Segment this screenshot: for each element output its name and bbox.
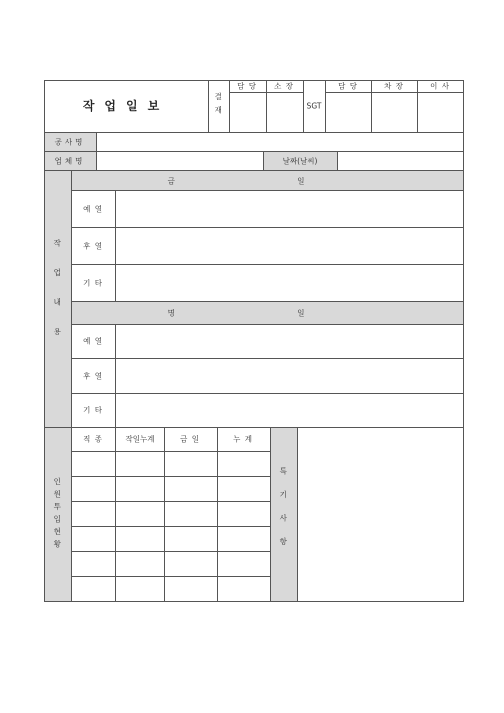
work-section-text: 작업내용 — [52, 239, 62, 357]
rule-tomorrow-2 — [71, 393, 463, 394]
border-left — [44, 80, 45, 602]
manpower-section-label — [53, 478, 61, 553]
sgt-col-2: 차 장 — [384, 81, 404, 91]
work-section-label — [53, 239, 61, 357]
rule-v-approval-1 — [229, 80, 230, 132]
rule-v-date-1 — [263, 151, 264, 170]
rule-company — [44, 170, 463, 171]
company-label: 업체명 — [54, 156, 86, 166]
remarks-label-text: 특기사항 — [278, 467, 288, 561]
rule-mp-1 — [71, 476, 270, 477]
mp-col-1: 직 종 — [83, 434, 103, 444]
rule-work-bottom — [44, 427, 463, 428]
tomorrow-row-1: 예 열 — [83, 336, 103, 346]
mp-col-3: 금 일 — [180, 434, 200, 444]
approval-col-2: 소 장 — [274, 81, 294, 91]
rule-mp-header — [71, 451, 270, 452]
today-row-1: 예 열 — [83, 204, 103, 214]
rule-mp-2 — [71, 501, 270, 502]
page-title: 작업일보 — [82, 99, 170, 113]
rule-v-approval — [208, 80, 209, 132]
rule-v-mp-4 — [270, 427, 271, 601]
rule-tomorrow-header — [71, 324, 463, 325]
manpower-section-text: 인원투입현황 — [52, 477, 62, 553]
rule-header-bottom — [44, 132, 463, 133]
rule-mp-4 — [71, 551, 270, 552]
rule-v-remarks — [297, 427, 298, 601]
rule-v-today-label — [115, 190, 116, 302]
tomorrow-row-2: 후 열 — [83, 371, 103, 381]
rule-today-3 — [71, 301, 463, 302]
mp-col-2: 작일누계 — [125, 434, 155, 444]
date-label: 날짜(날씨) — [282, 156, 318, 166]
today-row-3: 기 타 — [83, 278, 103, 288]
sgt-col-1: 담 당 — [338, 81, 358, 91]
rule-v-sgt-3 — [417, 80, 418, 132]
rule-mp-3 — [71, 526, 270, 527]
sgt-col-3: 이 사 — [430, 81, 450, 91]
rule-v-mp-2 — [164, 427, 165, 601]
rule-v-mp-3 — [217, 427, 218, 601]
rule-tomorrow-1 — [71, 358, 463, 359]
project-label: 공사명 — [54, 137, 86, 147]
rule-today-2 — [71, 264, 463, 265]
border-bottom — [44, 601, 463, 602]
rule-v-sgt-2 — [371, 80, 372, 132]
approval-label — [214, 93, 222, 120]
mp-col-4: 누 계 — [233, 434, 253, 444]
rule-sgt-header — [325, 92, 463, 93]
approval-col-1: 담 당 — [237, 81, 257, 91]
rule-v-info — [96, 132, 97, 170]
rule-v-sgt — [303, 80, 304, 132]
rule-today-1 — [71, 227, 463, 228]
rule-project — [44, 151, 463, 152]
remarks-label — [279, 467, 287, 561]
sgt-label: SGT — [306, 101, 322, 111]
rule-today-header — [71, 190, 463, 191]
rule-v-section — [71, 170, 72, 601]
tomorrow-row-3: 기 타 — [83, 405, 103, 415]
tomorrow-header: 명 일 — [167, 308, 365, 318]
rule-mp-5 — [71, 576, 270, 577]
rule-v-date-2 — [337, 151, 338, 170]
rule-v-mp-1 — [115, 427, 116, 601]
today-row-2: 후 열 — [83, 241, 103, 251]
rule-v-tomorrow-label — [115, 324, 116, 427]
border-right — [463, 80, 464, 602]
rule-v-approval-2 — [266, 80, 267, 132]
today-header: 금 일 — [167, 176, 365, 186]
rule-v-sgt-1 — [325, 80, 326, 132]
approval-label-text: 결재 — [213, 92, 223, 120]
